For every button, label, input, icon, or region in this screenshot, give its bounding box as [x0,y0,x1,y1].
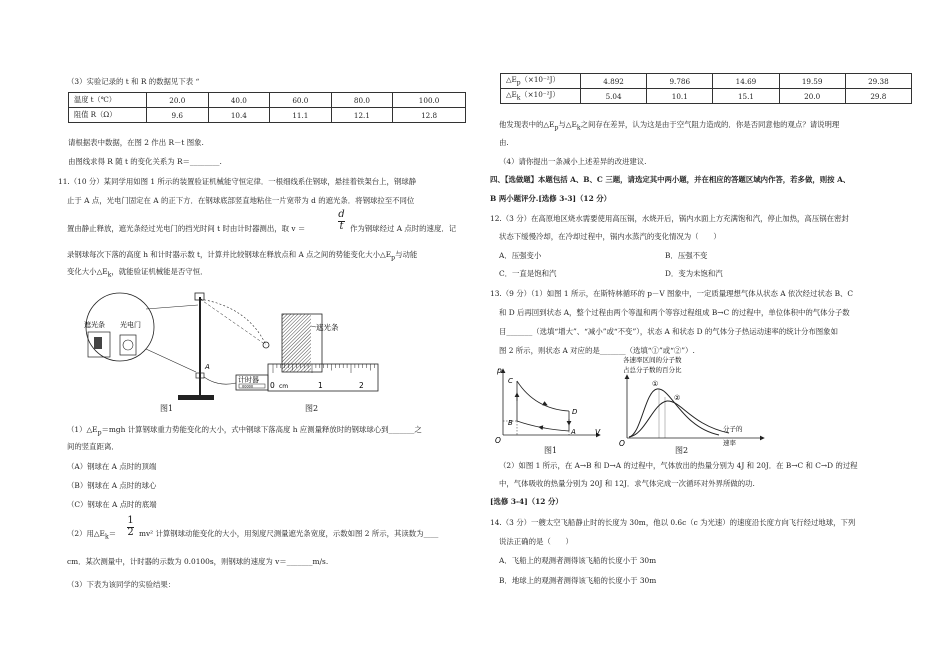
q11-option-c: （C）钢球在 A 点时的底端 [67,500,157,509]
ruler-label-0: 0 [270,381,275,390]
text: （2）用△E [67,529,105,538]
q11-line3b: 作为钢球经过 A 点时的速度．记 [350,224,457,233]
table-cell: 5.04 [581,89,647,104]
table-row [501,74,912,89]
energy-comparison-table [500,73,912,104]
analysis-line1 [499,121,839,132]
dist-title-line2: 占总分子数的百分比 [623,366,682,374]
q13-sub2-line1: （2）如图 1 所示，在 A→B 和 D→A 的过程中，气体放出的热量分别为 4J 和 20J．在 B→C 和 C→D 的过程 [499,461,858,470]
q13-line1: 13.（9 分）（1）如图 1 所示，在斯特林循环的 p－V 图象中，一定质量理想气体从状态 A 依次经过状态 B、C [490,289,854,298]
table-row [69,93,466,108]
table-cell: 12.8 [393,108,466,123]
table-cell: 阻值 R（Ω） [69,108,147,123]
subscript: k [107,271,112,279]
text: （1）△E [67,425,98,434]
q14-line2: 说法正确的是（ ） [499,537,573,546]
q11-sub2-line1a [67,530,116,541]
q12-option-d: D．变为未饱和汽 [665,269,723,278]
origin-label: O [495,436,501,445]
text: △E [506,75,517,85]
text: △E [506,90,517,100]
q11-line3a: 置由静止释放，遮光条经过光电门的挡光时间 t 时由计时器测出，取 v ＝ [67,224,306,233]
table-cell: 10.1 [647,89,713,104]
table-row [69,108,466,123]
q13-line2: 和 D 后再回到状态 A，整个过程由两个等温和两个等容过程组成 B→C 的过程中，单位体积中的气体分子数 [499,308,850,317]
subscript: p [391,254,396,262]
q11-line1: 11.（10 分）某同学用如图 1 所示的装置验证机械能守恒定律．一根细线系住钢球，悬挂着铁架台上，钢球静 [58,177,417,186]
q3-intro: （3）实验记录的 t 和 R 的数据见下表 “ [67,77,200,86]
q13-line4: 图 2 所示，则状态 A 对应的是_______（选填“①”或“②”）. [499,346,695,355]
analysis-line2: 由. [499,138,509,147]
text: （×10⁻²J） [520,75,560,85]
frac-numerator: d [338,209,345,220]
q11-sub2-line1b: mv² 计算钢球动能变化的大小，用刻度尺测量遮光条宽度，示数如图 2 所示，其读数为____ [139,529,439,538]
figure2-caption: 图2 [305,404,319,413]
subscript: p [97,429,102,437]
q11-option-a: （A）钢球在 A 点时的顶端 [67,462,157,471]
table-cell: 11.1 [270,108,332,123]
q11-sub1-line1 [67,426,422,437]
q11-sub3: （3）下表为该同学的实验结果： [67,580,176,589]
text: 变化大小△E [67,267,108,276]
point-a-label: A [205,363,210,371]
table-cell: 14.69 [713,74,779,89]
dist-xlabel-line2: 速率 [723,439,736,447]
curve2-label: ② [674,394,681,402]
table-cell: 20.0 [147,93,209,108]
text: 与动能 [395,250,418,259]
q12-option-b: B．压强不变 [665,251,708,260]
table-cell: 9.786 [647,74,713,89]
text: ＝ [108,529,117,538]
subscript: p [554,124,559,132]
figure1-pendulum-apparatus [78,287,288,417]
section4-heading-line1: 四、【选做题】本题包括 A、B、C 三题，请选定其中两小题，并在相应的答题区域内作答，若多做，则按 A、 [490,175,851,184]
q11-line5 [67,268,207,279]
text: 录钢球每次下落的高度 h 和计时器示数 t，计算并比较钢球在释放点和 A 点之间的势能变化大小△E [67,250,392,259]
q14-line1: 14.（3 分）一艘太空飞船静止时的长度为 30m，他以 0.6c（c 为光速）的速度沿长度方向飞行经过地球，下列 [490,518,856,527]
ruler-label-cm: cm [279,383,289,390]
table-cell [501,74,581,89]
text: ＝mgh 计算钢球重力势能变化的大小，式中钢球下落高度 h 应测量释放时的钢球球心到_______之 [101,425,422,434]
text: 之间存在差异，认为这是由于空气阻力造成的．你是否同意他的观点？请说明理 [580,120,840,129]
q12-line1: 12.（3 分）在高原地区烧水需要使用高压锅，水烧开后，锅内水面上方充满饱和汽，停止加热，高压锅在密封 [490,214,849,223]
gate-label: 光电门 [120,321,141,329]
table-cell: 100.0 [393,93,466,108]
suggestion-line: （4）请你提出一条减小上述差异的改进建议. [499,157,647,166]
table-cell [501,89,581,104]
table-cell: 9.6 [147,108,209,123]
ruler-label-1: 1 [318,381,323,390]
q11-line4 [67,251,417,262]
axis-v-label: V [595,428,601,437]
point-d-label: D [572,408,578,416]
q12-option-a: A．压强变小 [499,251,542,260]
table-cell: 温度 t（℃） [69,93,147,108]
table-cell: 19.59 [779,74,845,89]
table-cell: 29.8 [845,89,911,104]
section4-heading-line2: B 两小题评分.[选修 3-3]（12 分） [490,194,612,203]
q14-option-a: A．飞船上的观测者测得该飞船的长度小于 30m [499,556,657,565]
subscript: k [516,94,521,102]
frac-denominator: 2 [127,527,134,538]
figure2-speed-distribution [619,353,769,453]
q11-sub1-line2: 间的竖直距离． [67,442,119,451]
q12-line2: 状态下缓慢冷却，在冷却过程中，锅内水蒸汽的变化情况为（ ） [499,232,721,241]
q12-option-c: C．一直是饱和汽 [499,269,557,278]
subscript: k [576,124,581,132]
dist-caption: 图2 [675,446,689,455]
timer-display: 00000 [242,384,254,389]
point-b-label: B [508,419,513,427]
table-cell: 29.38 [845,74,911,89]
figure1-pv-diagram [495,363,605,448]
table-cell: 12.1 [331,108,393,123]
table-cell: 40.0 [208,93,270,108]
ruler-label-2: 2 [359,381,364,390]
table-cell: 80.0 [331,93,393,108]
text: 与△E [558,120,577,129]
q11-line2: 止于 A 点，光电门固定在 A 的正下方．在钢球底部竖直地粘住一片宽带为 d 的遮光条．将钢球拉至不同位 [67,196,415,205]
curve1-label: ① [652,380,659,388]
q11-option-b: （B）钢球在 A 点时的球心 [67,481,157,490]
dist-title-line1: 各速率区间的分子数 [623,356,682,364]
temperature-resistance-table [68,92,466,123]
subscript: k [104,533,109,541]
q14-option-b: B．地球上的观测者测得该飞船的长度小于 30m [499,576,657,585]
table-cell: 20.0 [779,89,845,104]
point-a-label: A [571,428,576,436]
strip-label: 遮光条 [84,321,105,329]
half-fraction [127,516,134,538]
q3-line1: 请根据表中数据，在图 2 作出 R－t 图象. [68,138,204,147]
table-row [501,89,912,104]
q11-sub2-line2: cm．某次测量中，计时器的示数为 0.0100s，则钢球的速度为 v＝_______m/s. [67,557,329,566]
section34-heading: [选修 3-4]（12 分） [490,497,563,506]
dist-xlabel-line1: 分子的 [723,425,743,433]
table-cell: 10.4 [208,108,270,123]
text: （×10⁻²J） [520,90,560,100]
q13-line3: 目_______（选填“增大”、“减小”或“不变”），状态 A 和状态 D 的气体分子热运动速率的统计分布图象如 [499,327,838,336]
axis-p-label: p [497,366,502,375]
table-cell: 15.1 [713,89,779,104]
pv-caption: 图1 [544,446,558,455]
frac-denominator: t [339,221,344,232]
d-over-t-fraction [338,210,345,232]
point-c-label: C [508,377,513,385]
timer-label: 计时器 [238,376,259,384]
table-cell: 60.0 [270,93,332,108]
dist-origin-label: O [619,439,625,448]
figure2-ruler [268,312,378,392]
q3-line2: 由图线求得 R 随 t 的变化关系为 R＝________. [68,157,222,166]
text: ，就能验证机械能是否守恒． [111,267,208,276]
strip-label: 遮光条 [316,323,339,332]
q13-sub2-line2: 中，气体吸收的热量分别为 20J 和 12J．求气体完成一次循环对外界所做的功. [499,479,755,488]
frac-numerator: 1 [127,515,134,526]
table-cell: 4.892 [581,74,647,89]
text: 他发现表中的△E [499,120,555,129]
figure1-caption: 图1 [160,404,174,413]
subscript: p [516,79,521,87]
